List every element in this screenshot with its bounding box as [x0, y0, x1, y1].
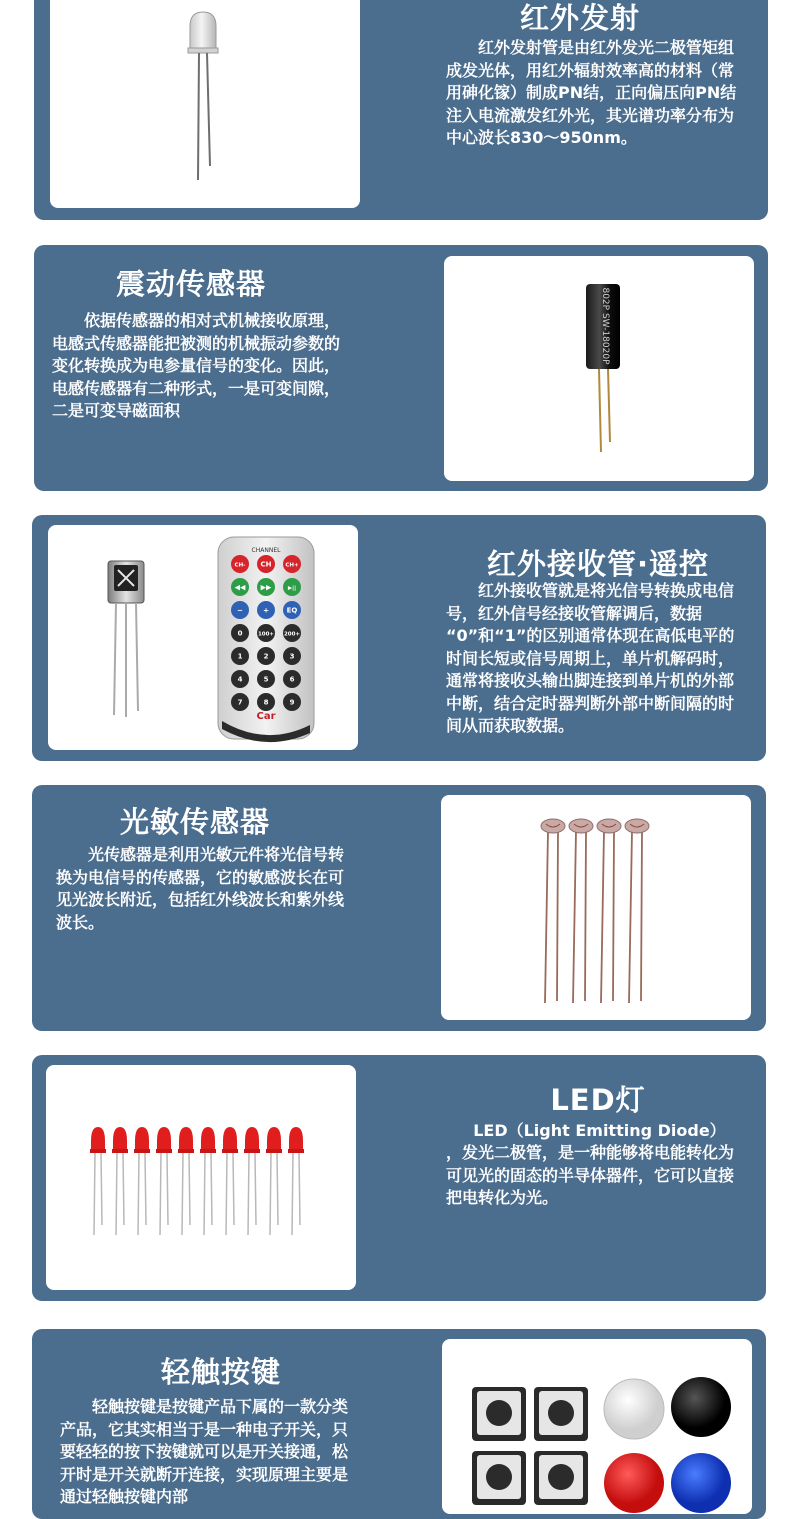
remote-button-label: ▶||: [287, 585, 297, 592]
remote-button-label: 4: [237, 675, 243, 684]
red-led: [112, 1127, 128, 1235]
remote-button-label: 7: [237, 698, 243, 707]
section-title: 红外接收管·遥控: [486, 547, 710, 581]
section-title: 轻触按键: [160, 1355, 281, 1389]
section-title: 震动传感器: [115, 267, 266, 301]
remote-button-label: 200+: [283, 631, 301, 638]
section-description: 红外接收管就是将光信号转换成电信号，红外信号经接收管解调后，数据 “0”和“1”的区别通常体现在高低电平的时间长短或信号周期上，单片机解码时，通常将接收头输出脚连接到单片机的外部中断，结合定时器判断外部中断间隔的时间从而获取数据。: [446, 581, 735, 735]
remote-button-label: CH: [260, 560, 272, 569]
remote-header: CHANNEL: [251, 547, 281, 554]
remote-button-label: 9: [289, 698, 295, 707]
section-title: LED灯: [550, 1083, 646, 1117]
photoresistor-photo: [441, 795, 751, 1020]
vibration-sensor-photo: [444, 256, 754, 481]
remote-button-label: ◀◀: [234, 583, 246, 592]
red-led: [90, 1127, 106, 1235]
remote-button-label: 8: [263, 698, 269, 707]
photoresistor: [597, 819, 621, 1003]
remote-button-grid: [231, 555, 301, 711]
red-led: [244, 1127, 260, 1235]
remote-button-label: EQ: [286, 606, 298, 615]
section-title: 红外发射: [519, 1, 640, 35]
photoresistor: [541, 819, 565, 1003]
section-description: 红外发射管是由红外发光二极管矩组成发光体，用红外辐射效率高的材料（常用砷化镓）制成PN结，正向偏压向PN结注入电流激发红外光，其光谱功率分布为中心波长830～950nm。: [446, 38, 737, 147]
section-description-lead: LED（Light Emitting Diode）: [473, 1121, 726, 1140]
section-title: 光敏传感器: [119, 805, 270, 839]
remote-button-label: 6: [289, 675, 295, 684]
remote-button-label: ▶▶: [260, 583, 272, 592]
infrared-led-photo: [50, 0, 360, 208]
section-description: 光传感器是利用光敏元件将光信号转换为电信号的传感器，它的敏感波长在可见光波长附近，包括红外线波长和紫外线波长。: [56, 845, 345, 932]
remote-button-label: 1: [237, 652, 243, 661]
section-description: 依据传感器的相对式机械接收原理，电感式传感器能把被测的机械振动参数的变化转换成为电参量信号的变化。因此，电感传感器有二种形式，一是可变间隙，二是可变导磁面积: [52, 311, 341, 420]
photoresistor: [625, 819, 649, 1003]
remote-button-label: −: [237, 606, 243, 615]
red-led: [288, 1127, 304, 1235]
section-description: 轻触按键是按键产品下属的一款分类产品，它其实相当于是一种电子开关，只要轻轻的按下按键就可以是开关接通，松开时是开关就断开连接，实现原理主要是通过轻触按键内部: [60, 1397, 349, 1506]
component-marking: 802P SW-18020P: [600, 287, 610, 365]
red-led: [178, 1127, 194, 1235]
section-description: ，发光二极管，是一种能够将电能转化为可见光的固态的半导体器件，它可以直接把电转化为光。: [446, 1143, 735, 1207]
ir-receiver-remote-photo: [48, 525, 358, 750]
remote-button-label: +: [263, 606, 269, 615]
red-led: [156, 1127, 172, 1235]
remote-button-label: 0: [237, 629, 243, 638]
remote-button-label: 3: [289, 652, 295, 661]
red-led: [266, 1127, 282, 1235]
remote-button-label: 2: [263, 652, 269, 661]
red-led-photo: [46, 1065, 356, 1290]
red-led: [200, 1127, 216, 1235]
red-led: [222, 1127, 238, 1235]
photoresistor: [569, 819, 593, 1003]
tactile-button-photo: [442, 1339, 752, 1514]
remote-button-label: CH-: [234, 562, 246, 569]
remote-brand: Car: [256, 711, 276, 722]
remote-button-label: 100+: [257, 631, 275, 638]
red-led: [134, 1127, 150, 1235]
remote-button-label: 5: [263, 675, 269, 684]
remote-button-label: CH+: [285, 562, 299, 569]
